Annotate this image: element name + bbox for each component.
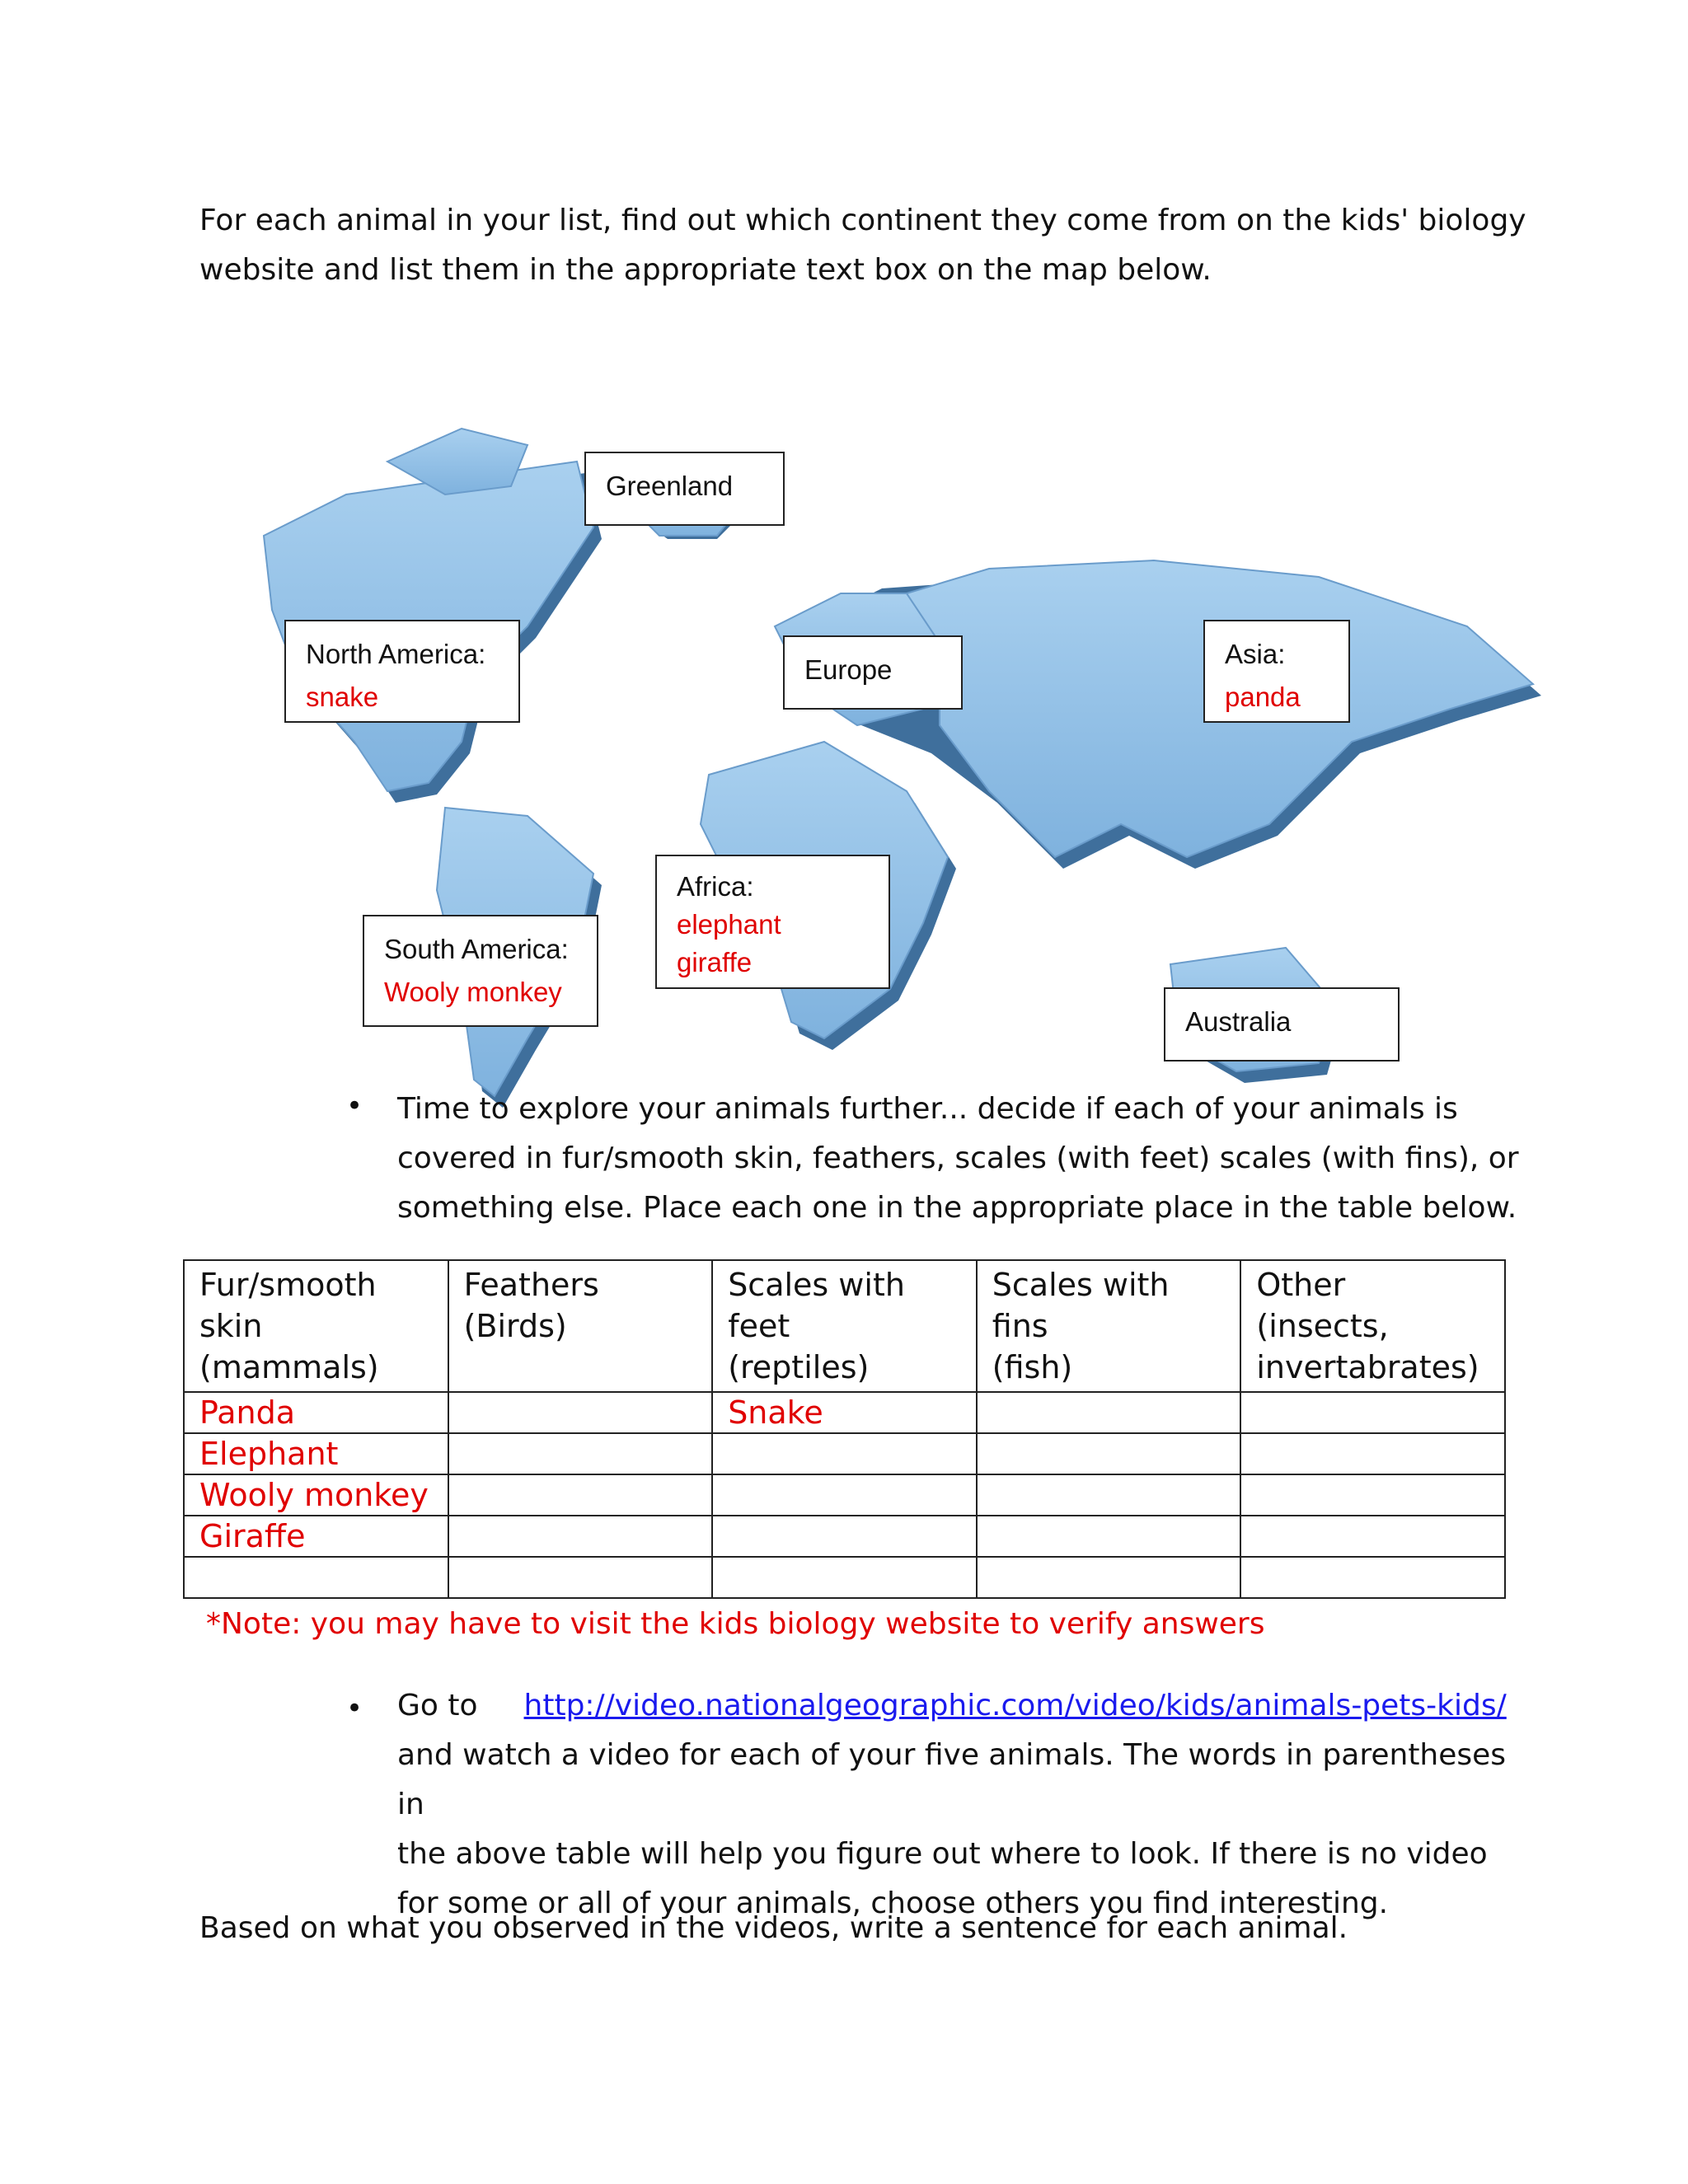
table-cell[interactable]: Elephant — [184, 1433, 448, 1474]
table-cell[interactable] — [448, 1392, 713, 1433]
south-america-box[interactable] — [363, 915, 598, 1027]
europe-label: Europe — [804, 654, 893, 685]
table-cell[interactable] — [1240, 1433, 1505, 1474]
header-line: Scales with fins — [992, 1267, 1170, 1344]
table-cell[interactable] — [184, 1557, 448, 1598]
header-line: Scales with feet — [728, 1267, 905, 1344]
greenland-box[interactable] — [584, 452, 785, 526]
table-cell[interactable] — [977, 1392, 1241, 1433]
header-line: Feathers — [463, 1267, 599, 1303]
canadian-islands-shape — [387, 429, 528, 494]
header-cell — [1240, 1260, 1505, 1392]
asia-label: Asia: — [1225, 639, 1286, 669]
table-row — [184, 1516, 1505, 1557]
intro-line-2: website and list them in the appropriate text box on the map below. — [199, 253, 1212, 287]
africa-box[interactable] — [655, 855, 890, 989]
asia-answer: panda — [1225, 682, 1301, 712]
header-cell — [712, 1260, 977, 1392]
intro-line-1: For each animal in your list, find out which continent they come from on the kids' biology — [199, 204, 1526, 237]
header-cell — [184, 1260, 448, 1392]
table-cell[interactable] — [712, 1433, 977, 1474]
europe-box[interactable] — [783, 635, 963, 710]
table-cell[interactable]: Wooly monkey — [184, 1474, 448, 1516]
bullet-1-text — [397, 1085, 1519, 1233]
table-cell[interactable] — [977, 1557, 1241, 1598]
table-cell[interactable] — [977, 1516, 1241, 1557]
africa-label: Africa: — [677, 871, 754, 902]
africa-answer-2: giraffe — [677, 947, 753, 977]
table-cell[interactable] — [712, 1557, 977, 1598]
table-row — [184, 1474, 1505, 1516]
table-cell[interactable] — [1240, 1474, 1505, 1516]
header-line: Fur/smooth skin — [199, 1267, 377, 1344]
bullet-1-line-3: something else. Place each one in the appropriate place in the table below. — [397, 1191, 1517, 1225]
bullet-2-line-3: the above table will help you figure out where to look. If there is no video — [397, 1837, 1488, 1871]
table-row — [184, 1557, 1505, 1598]
bullet-1-line-1: Time to explore your animals further... decide if each of your animals is — [397, 1092, 1458, 1126]
table-cell[interactable] — [448, 1474, 713, 1516]
bullet-2-line-1 — [397, 1681, 1510, 1731]
south-america-answer: Wooly monkey — [384, 977, 562, 1007]
header-line: (mammals) — [199, 1349, 379, 1385]
north-america-label: North America: — [306, 639, 486, 669]
south-america-label: South America: — [384, 934, 569, 964]
bullet-2-line-4: for some or all of your animals, choose others you find interesting. — [397, 1886, 1389, 1920]
table-cell[interactable] — [1240, 1392, 1505, 1433]
table-cell[interactable]: Giraffe — [184, 1516, 448, 1557]
table-row — [184, 1392, 1505, 1433]
table-cell[interactable] — [712, 1516, 977, 1557]
africa-answer-1: elephant — [677, 909, 781, 940]
table-cell[interactable] — [1240, 1557, 1505, 1598]
table-row — [184, 1433, 1505, 1474]
table-cell[interactable] — [448, 1433, 713, 1474]
table-cell[interactable] — [448, 1557, 713, 1598]
north-america-box[interactable] — [284, 620, 520, 723]
header-cell — [448, 1260, 713, 1392]
header-line: invertabrates) — [1256, 1349, 1479, 1385]
go-to-text: Go to — [397, 1689, 478, 1722]
table-cell[interactable]: Panda — [184, 1392, 448, 1433]
bullet-2-text — [397, 1681, 1510, 1929]
classification-table — [183, 1259, 1506, 1599]
closing-paragraph: Based on what you observed in the videos, write a sentence for each animal. — [199, 1911, 1348, 1945]
table-cell[interactable] — [977, 1474, 1241, 1516]
australia-label: Australia — [1185, 1006, 1292, 1037]
asia-box[interactable] — [1203, 620, 1350, 723]
header-cell — [977, 1260, 1241, 1392]
header-line: (insects, — [1256, 1308, 1389, 1344]
bullet-2-dot: • — [346, 1692, 363, 1725]
natgeo-video-link[interactable]: http://video.nationalgeographic.com/video/kids/animals-pets-kids/ — [523, 1689, 1507, 1722]
header-line: Other — [1256, 1267, 1346, 1303]
header-line: (fish) — [992, 1349, 1073, 1385]
greenland-label: Greenland — [606, 471, 734, 501]
table-header-row — [184, 1260, 1505, 1392]
australia-box[interactable] — [1164, 987, 1400, 1062]
header-line: (Birds) — [463, 1308, 567, 1344]
bullet-1-line-2: covered in fur/smooth skin, feathers, scales (with feet) scales (with fins), or — [397, 1141, 1519, 1175]
bullet-2-line-2: and watch a video for each of your five animals. The words in parentheses in — [397, 1738, 1507, 1821]
header-line: (reptiles) — [728, 1349, 870, 1385]
table-cell[interactable] — [1240, 1516, 1505, 1557]
table-cell[interactable]: Snake — [712, 1392, 977, 1433]
table-cell[interactable] — [977, 1433, 1241, 1474]
bullet-1-dot: • — [346, 1090, 363, 1122]
north-america-answer: snake — [306, 682, 379, 712]
table-cell[interactable] — [448, 1516, 713, 1557]
table-cell[interactable] — [712, 1474, 977, 1516]
verification-note: *Note: you may have to visit the kids biology website to verify answers — [206, 1607, 1265, 1641]
